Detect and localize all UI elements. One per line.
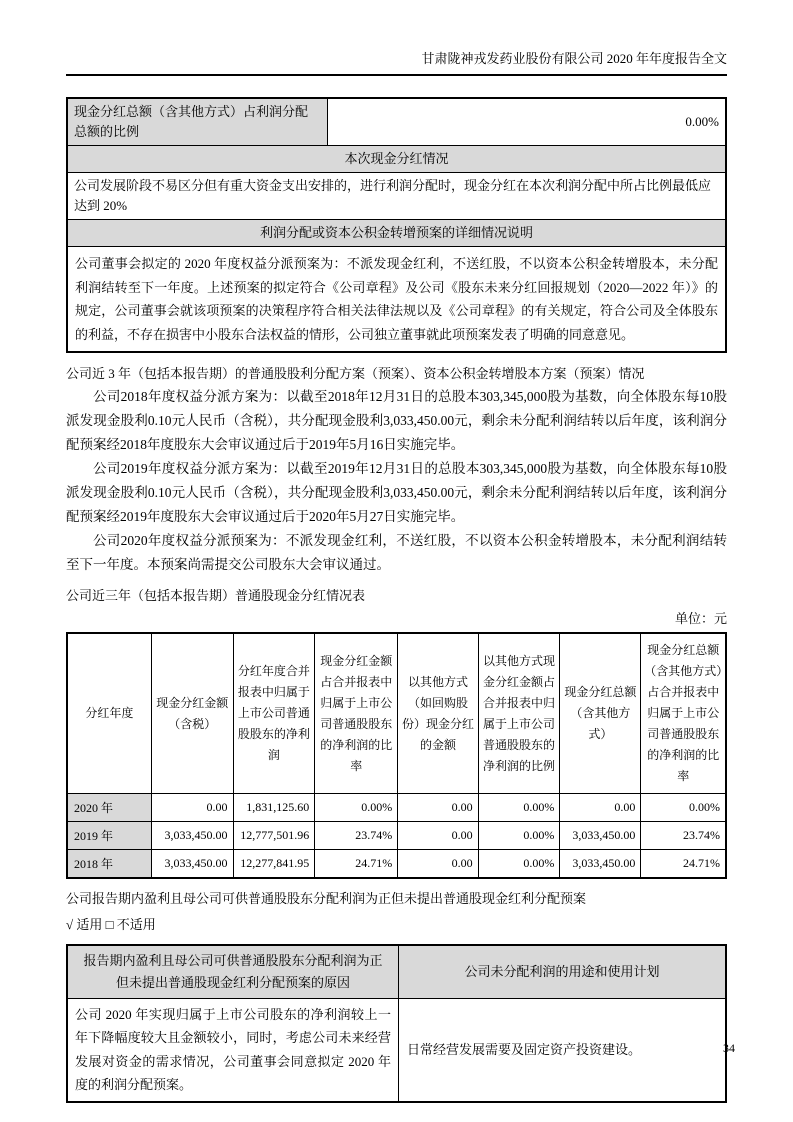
table-row-2020 bbox=[67, 794, 726, 822]
table-row-2019 bbox=[67, 822, 726, 850]
table-row bbox=[67, 173, 726, 220]
value-cell: 3,033,450.00 bbox=[151, 850, 233, 878]
value-cell: 0.00 bbox=[151, 794, 233, 822]
usage-header-cell: 公司未分配利润的用途和使用计划 bbox=[398, 945, 726, 999]
table-row bbox=[67, 98, 726, 146]
current-dividend-section-header: 本次现金分红情况 bbox=[67, 146, 726, 173]
development-stage-cell: 公司发展阶段不易区分但有重大资金支出安排的，进行利润分配时，现金分红在本次利润分配中所占比例最低应达到 20% bbox=[67, 173, 726, 220]
value-cell: 0.00 bbox=[398, 794, 478, 822]
table-row bbox=[67, 146, 726, 173]
col-header-ratio: 现金分红金额占合并报表中归属于上市公司普通股股东的净利润的比率 bbox=[315, 633, 398, 794]
table-row bbox=[67, 220, 726, 247]
reason-header-cell: 报告期内盈利且母公司可供普通股股东分配利润为正但未提出普通股现金红利分配预案的原因 bbox=[67, 945, 398, 999]
year-cell: 2020 年 bbox=[67, 794, 151, 822]
ratio-value-cell: 0.00% bbox=[327, 98, 726, 146]
value-cell: 3,033,450.00 bbox=[560, 822, 641, 850]
value-cell: 0.00% bbox=[641, 794, 726, 822]
paragraph-2020-plan: 公司2020年度权益分派预案为：不派发现金红利，不送红股，不以资本公积金转增股本，未分配利润结转至下一年度。本预案尚需提交公司股东大会审议通过。 bbox=[66, 533, 727, 572]
value-cell: 12,277,841.95 bbox=[233, 850, 315, 878]
value-cell: 0.00 bbox=[560, 794, 641, 822]
detail-paragraph-cell: 公司董事会拟定的 2020 年度权益分派预案为：不派发现金红利，不送红股，不以资本公积金转增股本，未分配利润结转至下一年度。上述预案的拟定符合《公司章程》及公司《股东未来分红回报规划（2020—2022 年）》的规定，公司董事会就该项预案的决策程序符合相关法律法规以及《公司章程》的有关规定，符合公司及全体股东的利益，不存在损害中小股东合法权益的情形，公司独立董事就此项预案发表了明确的同意意见。 bbox=[67, 247, 726, 353]
table-row bbox=[67, 247, 726, 353]
value-cell: 0.00% bbox=[478, 850, 560, 878]
value-cell: 0.00% bbox=[478, 794, 560, 822]
col-header-other-ratio: 以其他方式现金分红金额占合并报表中归属于上市公司普通股股东的净利润的比例 bbox=[478, 633, 560, 794]
ratio-label-cell: 现金分红总额（含其他方式）占利润分配总额的比例 bbox=[67, 98, 327, 146]
reason-body-cell: 公司 2020 年实现归属于上市公司股东的净利润较上一年下降幅度较大且金额较小，同时，考虑公司未来经营发展对资金的需求情况，公司董事会同意拟定 2020 年度的利润分配预案。 bbox=[67, 998, 398, 1102]
history-section-title: 公司近 3 年（包括本报告期）的普通股股利分配方案（预案）、资本公积金转增股本方案（预案）情况 bbox=[66, 366, 645, 381]
table-header-row bbox=[67, 945, 726, 999]
unit-label: 单位：元 bbox=[674, 611, 727, 626]
value-cell: 3,033,450.00 bbox=[560, 850, 641, 878]
paragraph-2018-plan: 公司2018年度权益分派方案为：以截至2018年12月31日的总股本303,345,000股为基数，向全体股东每10股派发现金股利0.10元人民币（含税），共分配现金股利3,033,450.00元，剩余未分配利润结转以后年度，该利润分配预案经2018年度股东大会审议通过后于2019年5月16日实施完毕。 bbox=[66, 389, 727, 452]
value-cell: 0.00 bbox=[398, 822, 478, 850]
value-cell: 24.71% bbox=[641, 850, 726, 878]
table-row-2018 bbox=[67, 850, 726, 878]
value-cell: 3,033,450.00 bbox=[151, 822, 233, 850]
value-cell: 23.74% bbox=[641, 822, 726, 850]
value-cell: 0.00% bbox=[478, 822, 560, 850]
report-header-title: 甘肃陇神戎发药业股份有限公司 2020 年年度报告全文 bbox=[66, 0, 727, 76]
col-header-total-ratio: 现金分红总额（含其他方式）占合并报表中归属于上市公司普通股股东的净利润的比率 bbox=[641, 633, 726, 794]
col-header-other-amount: 以其他方式（如回购股份）现金分红的金额 bbox=[398, 633, 478, 794]
detail-section-header: 利润分配或资本公积金转增预案的详细情况说明 bbox=[67, 220, 726, 247]
value-cell: 0.00 bbox=[398, 850, 478, 878]
year-cell: 2019 年 bbox=[67, 822, 151, 850]
no-dividend-section-title: 公司报告期内盈利且母公司可供普通股股东分配利润为正但未提出普通股现金红利分配预案 bbox=[66, 890, 587, 906]
dividend-history-table bbox=[66, 632, 727, 879]
table-header-row bbox=[67, 633, 726, 794]
value-cell: 24.71% bbox=[315, 850, 398, 878]
col-header-year: 分红年度 bbox=[67, 633, 151, 794]
usage-body-cell: 日常经营发展需要及固定资产投资建设。 bbox=[398, 998, 726, 1102]
value-cell: 12,777,501.96 bbox=[233, 822, 315, 850]
col-header-net-profit: 分红年度合并报表中归属于上市公司普通股股东的净利润 bbox=[233, 633, 315, 794]
year-cell: 2018 年 bbox=[67, 850, 151, 878]
no-dividend-reason-table bbox=[66, 944, 727, 1103]
applicable-checkbox-line: √ 适用 □ 不适用 bbox=[66, 916, 156, 932]
dividend-table-caption: 公司近三年（包括本报告期）普通股现金分红情况表 bbox=[66, 588, 366, 603]
value-cell: 0.00% bbox=[315, 794, 398, 822]
col-header-total: 现金分红总额（含其他方式） bbox=[560, 633, 641, 794]
table-row bbox=[67, 998, 726, 1102]
value-cell: 23.74% bbox=[315, 822, 398, 850]
page-number: 34 bbox=[723, 1041, 735, 1055]
paragraph-2019-plan: 公司2019年度权益分派方案为：以截至2019年12月31日的总股本303,345,000股为基数，向全体股东每10股派发现金股利0.10元人民币（含税），共分配现金股利3,033,450.00元，剩余未分配利润结转以后年度，该利润分配预案经2019年度股东大会审议通过后于2020年5月27日实施完毕。 bbox=[66, 461, 727, 524]
col-header-cash-amount: 现金分红金额（含税） bbox=[151, 633, 233, 794]
dividend-policy-table bbox=[66, 97, 727, 353]
value-cell: 1,831,125.60 bbox=[233, 794, 315, 822]
